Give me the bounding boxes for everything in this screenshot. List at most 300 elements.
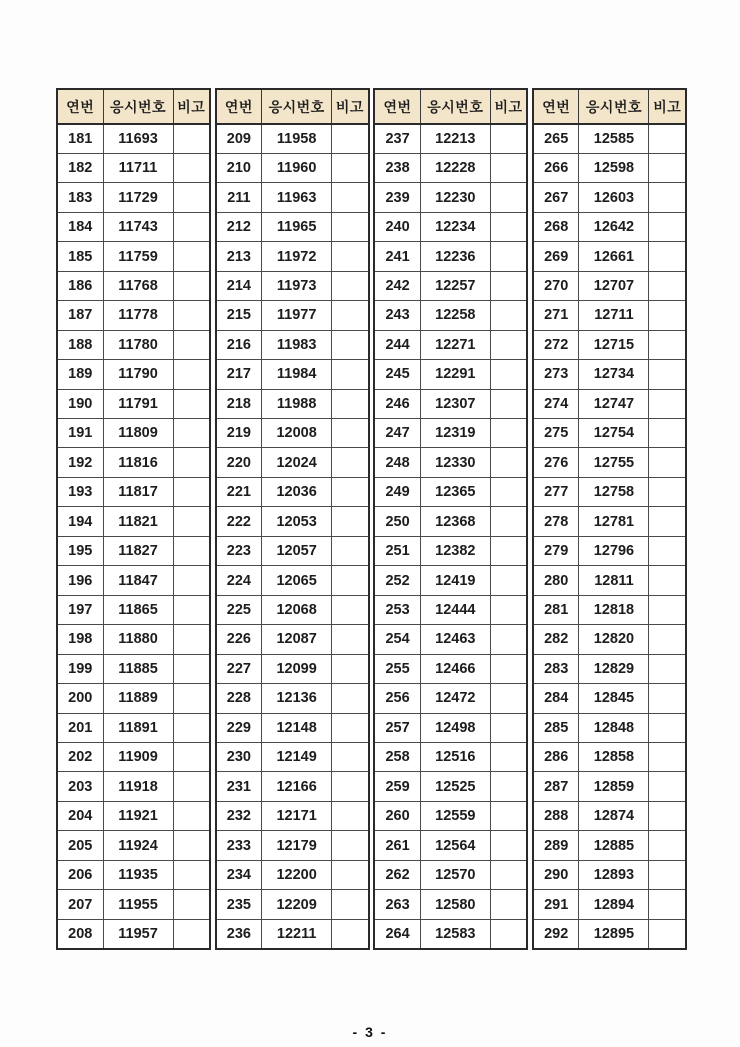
serial-cell: 245 — [374, 360, 420, 389]
serial-cell: 221 — [216, 477, 262, 506]
remark-cell — [490, 360, 527, 389]
table-row — [374, 330, 527, 359]
serial-cell: 218 — [216, 389, 262, 418]
exam-number-cell: 12707 — [579, 271, 649, 300]
serial-cell: 281 — [533, 595, 579, 624]
col-header-remark: 비고 — [649, 89, 686, 124]
table-row — [374, 389, 527, 418]
table-row — [374, 772, 527, 801]
exam-number-cell: 11821 — [103, 507, 173, 536]
exam-number-cell: 12874 — [579, 801, 649, 830]
serial-cell: 228 — [216, 684, 262, 713]
table-row — [57, 360, 210, 389]
remark-cell — [332, 153, 369, 182]
table-row — [57, 330, 210, 359]
table-row — [374, 419, 527, 448]
table-row — [533, 625, 686, 654]
exam-number-cell: 12570 — [420, 860, 490, 889]
serial-cell: 232 — [216, 801, 262, 830]
exam-number-cell: 12715 — [579, 330, 649, 359]
serial-cell: 188 — [57, 330, 103, 359]
exam-number-cell: 12166 — [262, 772, 332, 801]
exam-number-cell: 12859 — [579, 772, 649, 801]
remark-cell — [649, 360, 686, 389]
table-row — [216, 212, 369, 241]
exam-number-cell: 12895 — [579, 919, 649, 948]
table-row — [216, 595, 369, 624]
remark-cell — [332, 713, 369, 742]
exam-number-tables — [56, 88, 687, 950]
remark-cell — [649, 419, 686, 448]
remark-cell — [490, 743, 527, 772]
table-row — [216, 684, 369, 713]
remark-cell — [649, 919, 686, 948]
table-row — [57, 713, 210, 742]
exam-number-cell: 12858 — [579, 743, 649, 772]
exam-number-cell: 12525 — [420, 772, 490, 801]
exam-number-cell: 12053 — [262, 507, 332, 536]
table-row — [216, 477, 369, 506]
exam-number-cell: 11963 — [262, 183, 332, 212]
exam-number-cell: 12885 — [579, 831, 649, 860]
serial-cell: 278 — [533, 507, 579, 536]
remark-cell — [649, 890, 686, 919]
remark-cell — [649, 713, 686, 742]
exam-number-cell: 11865 — [103, 595, 173, 624]
serial-cell: 254 — [374, 625, 420, 654]
table-row — [374, 654, 527, 683]
remark-cell — [332, 536, 369, 565]
table-row — [374, 831, 527, 860]
table-row — [533, 330, 686, 359]
serial-cell: 261 — [374, 831, 420, 860]
exam-number-cell: 12845 — [579, 684, 649, 713]
remark-cell — [649, 536, 686, 565]
serial-cell: 286 — [533, 743, 579, 772]
remark-cell — [490, 242, 527, 271]
table-row — [216, 448, 369, 477]
exam-number-cell: 11988 — [262, 389, 332, 418]
serial-cell: 266 — [533, 153, 579, 182]
serial-cell: 226 — [216, 625, 262, 654]
table-row — [216, 330, 369, 359]
table-row — [533, 743, 686, 772]
remark-cell — [490, 860, 527, 889]
remark-cell — [173, 360, 210, 389]
col-header-serial: 연번 — [216, 89, 262, 124]
serial-cell: 285 — [533, 713, 579, 742]
serial-cell: 184 — [57, 212, 103, 241]
remark-cell — [332, 301, 369, 330]
serial-cell: 272 — [533, 330, 579, 359]
exam-number-cell: 11817 — [103, 477, 173, 506]
exam-number-cell: 12894 — [579, 890, 649, 919]
exam-number-cell: 12781 — [579, 507, 649, 536]
exam-number-cell: 11984 — [262, 360, 332, 389]
serial-cell: 204 — [57, 801, 103, 830]
remark-cell — [490, 448, 527, 477]
serial-cell: 237 — [374, 124, 420, 153]
table-row — [57, 860, 210, 889]
remark-cell — [173, 212, 210, 241]
table-row — [533, 713, 686, 742]
exam-number-cell: 12811 — [579, 566, 649, 595]
remark-cell — [490, 801, 527, 830]
serial-cell: 211 — [216, 183, 262, 212]
serial-cell: 275 — [533, 419, 579, 448]
exam-number-cell: 12711 — [579, 301, 649, 330]
exam-number-cell: 12257 — [420, 271, 490, 300]
exam-number-cell: 11880 — [103, 625, 173, 654]
table-row — [216, 419, 369, 448]
serial-cell: 284 — [533, 684, 579, 713]
table-row — [533, 684, 686, 713]
serial-cell: 223 — [216, 536, 262, 565]
header-row — [533, 89, 686, 124]
serial-cell: 185 — [57, 242, 103, 271]
remark-cell — [332, 242, 369, 271]
remark-cell — [173, 124, 210, 153]
table-row — [216, 389, 369, 418]
exam-number-cell: 12230 — [420, 183, 490, 212]
table-row — [216, 860, 369, 889]
serial-cell: 194 — [57, 507, 103, 536]
col-header-remark: 비고 — [173, 89, 210, 124]
serial-cell: 279 — [533, 536, 579, 565]
remark-cell — [490, 684, 527, 713]
table-row — [374, 124, 527, 153]
table-row — [57, 507, 210, 536]
remark-cell — [649, 124, 686, 153]
remark-cell — [649, 301, 686, 330]
exam-number-cell: 12516 — [420, 743, 490, 772]
exam-number-cell: 12734 — [579, 360, 649, 389]
serial-cell: 201 — [57, 713, 103, 742]
serial-cell: 291 — [533, 890, 579, 919]
table-row — [216, 831, 369, 860]
remark-cell — [173, 890, 210, 919]
serial-cell: 262 — [374, 860, 420, 889]
exam-number-cell: 12580 — [420, 890, 490, 919]
remark-cell — [649, 566, 686, 595]
remark-cell — [173, 801, 210, 830]
table-row — [57, 301, 210, 330]
table-row — [57, 477, 210, 506]
table-row — [216, 890, 369, 919]
serial-cell: 283 — [533, 654, 579, 683]
remark-cell — [490, 831, 527, 860]
remark-cell — [332, 625, 369, 654]
exam-number-cell: 11780 — [103, 330, 173, 359]
exam-table-group-2 — [215, 88, 370, 950]
table-row — [216, 507, 369, 536]
table-row — [57, 801, 210, 830]
remark-cell — [490, 890, 527, 919]
table-row — [374, 713, 527, 742]
remark-cell — [173, 654, 210, 683]
table-row — [374, 242, 527, 271]
remark-cell — [332, 801, 369, 830]
serial-cell: 258 — [374, 743, 420, 772]
remark-cell — [332, 477, 369, 506]
table-row — [533, 212, 686, 241]
exam-number-cell: 12209 — [262, 890, 332, 919]
table-row — [533, 536, 686, 565]
table-row — [216, 153, 369, 182]
table-row — [374, 625, 527, 654]
serial-cell: 187 — [57, 301, 103, 330]
exam-number-cell: 12236 — [420, 242, 490, 271]
serial-cell: 213 — [216, 242, 262, 271]
exam-number-cell: 12893 — [579, 860, 649, 889]
serial-cell: 190 — [57, 389, 103, 418]
exam-number-cell: 11768 — [103, 271, 173, 300]
serial-cell: 197 — [57, 595, 103, 624]
exam-number-cell: 12466 — [420, 654, 490, 683]
serial-cell: 288 — [533, 801, 579, 830]
exam-number-cell: 11847 — [103, 566, 173, 595]
serial-cell: 263 — [374, 890, 420, 919]
exam-number-cell: 12642 — [579, 212, 649, 241]
serial-cell: 250 — [374, 507, 420, 536]
remark-cell — [649, 330, 686, 359]
exam-number-cell: 11977 — [262, 301, 332, 330]
table-row — [533, 595, 686, 624]
table-row — [533, 860, 686, 889]
col-header-serial: 연번 — [374, 89, 420, 124]
remark-cell — [173, 330, 210, 359]
serial-cell: 251 — [374, 536, 420, 565]
serial-cell: 224 — [216, 566, 262, 595]
serial-cell: 253 — [374, 595, 420, 624]
remark-cell — [490, 654, 527, 683]
col-header-exam-number: 응시번호 — [262, 89, 332, 124]
table-row — [533, 566, 686, 595]
table-row — [57, 919, 210, 948]
remark-cell — [649, 242, 686, 271]
exam-number-cell: 12472 — [420, 684, 490, 713]
serial-cell: 219 — [216, 419, 262, 448]
table-row — [533, 419, 686, 448]
serial-cell: 225 — [216, 595, 262, 624]
remark-cell — [173, 625, 210, 654]
table-row — [374, 743, 527, 772]
exam-number-cell: 11889 — [103, 684, 173, 713]
remark-cell — [490, 271, 527, 300]
serial-cell: 215 — [216, 301, 262, 330]
serial-cell: 200 — [57, 684, 103, 713]
serial-cell: 193 — [57, 477, 103, 506]
table-row — [374, 684, 527, 713]
serial-cell: 207 — [57, 890, 103, 919]
serial-cell: 196 — [57, 566, 103, 595]
exam-number-cell: 12365 — [420, 477, 490, 506]
remark-cell — [649, 625, 686, 654]
serial-cell: 255 — [374, 654, 420, 683]
table-row — [533, 301, 686, 330]
serial-cell: 231 — [216, 772, 262, 801]
table-row — [216, 301, 369, 330]
col-header-exam-number: 응시번호 — [420, 89, 490, 124]
table-row — [216, 654, 369, 683]
table-row — [533, 448, 686, 477]
exam-number-cell: 12758 — [579, 477, 649, 506]
remark-cell — [490, 124, 527, 153]
remark-cell — [332, 448, 369, 477]
exam-number-cell: 12024 — [262, 448, 332, 477]
serial-cell: 257 — [374, 713, 420, 742]
serial-cell: 222 — [216, 507, 262, 536]
table-row — [216, 271, 369, 300]
table-row — [57, 772, 210, 801]
remark-cell — [173, 301, 210, 330]
serial-cell: 220 — [216, 448, 262, 477]
table-row — [57, 212, 210, 241]
table-row — [374, 183, 527, 212]
remark-cell — [490, 507, 527, 536]
remark-cell — [173, 242, 210, 271]
exam-number-cell: 12368 — [420, 507, 490, 536]
exam-number-cell: 11909 — [103, 743, 173, 772]
remark-cell — [490, 595, 527, 624]
exam-number-cell: 11790 — [103, 360, 173, 389]
exam-number-cell: 12136 — [262, 684, 332, 713]
exam-number-cell: 11958 — [262, 124, 332, 153]
table-row — [533, 654, 686, 683]
remark-cell — [173, 153, 210, 182]
remark-cell — [173, 743, 210, 772]
table-row — [533, 831, 686, 860]
header-row — [216, 89, 369, 124]
table-row — [216, 183, 369, 212]
exam-number-cell: 11921 — [103, 801, 173, 830]
exam-number-cell: 12179 — [262, 831, 332, 860]
exam-number-cell: 12754 — [579, 419, 649, 448]
serial-cell: 244 — [374, 330, 420, 359]
header-row — [374, 89, 527, 124]
table-row — [374, 360, 527, 389]
remark-cell — [173, 477, 210, 506]
table-row — [374, 919, 527, 948]
serial-cell: 246 — [374, 389, 420, 418]
serial-cell: 216 — [216, 330, 262, 359]
remark-cell — [173, 566, 210, 595]
serial-cell: 192 — [57, 448, 103, 477]
table-row — [216, 124, 369, 153]
serial-cell: 292 — [533, 919, 579, 948]
serial-cell: 287 — [533, 772, 579, 801]
exam-number-cell: 12211 — [262, 919, 332, 948]
table-row — [57, 890, 210, 919]
table-row — [374, 477, 527, 506]
serial-cell: 227 — [216, 654, 262, 683]
serial-cell: 183 — [57, 183, 103, 212]
remark-cell — [173, 713, 210, 742]
table-row — [533, 507, 686, 536]
serial-cell: 233 — [216, 831, 262, 860]
exam-number-cell: 12559 — [420, 801, 490, 830]
remark-cell — [173, 536, 210, 565]
serial-cell: 252 — [374, 566, 420, 595]
serial-cell: 277 — [533, 477, 579, 506]
table-row — [216, 713, 369, 742]
exam-number-cell: 11935 — [103, 860, 173, 889]
serial-cell: 182 — [57, 153, 103, 182]
table-row — [533, 890, 686, 919]
exam-table-group-1 — [56, 88, 211, 950]
remark-cell — [490, 713, 527, 742]
serial-cell: 195 — [57, 536, 103, 565]
serial-cell: 260 — [374, 801, 420, 830]
exam-number-cell: 11693 — [103, 124, 173, 153]
exam-number-cell: 12598 — [579, 153, 649, 182]
remark-cell — [649, 183, 686, 212]
remark-cell — [173, 183, 210, 212]
serial-cell: 230 — [216, 743, 262, 772]
remark-cell — [649, 389, 686, 418]
exam-number-cell: 12820 — [579, 625, 649, 654]
serial-cell: 268 — [533, 212, 579, 241]
remark-cell — [332, 919, 369, 948]
exam-number-cell: 11918 — [103, 772, 173, 801]
exam-number-cell: 11729 — [103, 183, 173, 212]
remark-cell — [173, 684, 210, 713]
table-row — [57, 743, 210, 772]
remark-cell — [173, 507, 210, 536]
table-row — [57, 831, 210, 860]
serial-cell: 203 — [57, 772, 103, 801]
exam-number-cell: 12065 — [262, 566, 332, 595]
exam-number-cell: 12796 — [579, 536, 649, 565]
exam-number-cell: 12564 — [420, 831, 490, 860]
table-row — [533, 271, 686, 300]
exam-number-cell: 12307 — [420, 389, 490, 418]
exam-number-cell: 12444 — [420, 595, 490, 624]
serial-cell: 270 — [533, 271, 579, 300]
serial-cell: 186 — [57, 271, 103, 300]
remark-cell — [332, 654, 369, 683]
remark-cell — [649, 507, 686, 536]
table-row — [374, 153, 527, 182]
table-row — [374, 860, 527, 889]
remark-cell — [173, 271, 210, 300]
remark-cell — [490, 212, 527, 241]
remark-cell — [649, 271, 686, 300]
remark-cell — [490, 566, 527, 595]
exam-number-cell: 12498 — [420, 713, 490, 742]
page-number: - 3 - — [352, 1024, 388, 1040]
exam-number-cell: 11957 — [103, 919, 173, 948]
remark-cell — [490, 419, 527, 448]
table-row — [374, 448, 527, 477]
serial-cell: 189 — [57, 360, 103, 389]
remark-cell — [173, 860, 210, 889]
serial-cell: 202 — [57, 743, 103, 772]
table-row — [57, 566, 210, 595]
serial-cell: 205 — [57, 831, 103, 860]
exam-number-cell: 11973 — [262, 271, 332, 300]
remark-cell — [332, 860, 369, 889]
serial-cell: 271 — [533, 301, 579, 330]
remark-cell — [649, 212, 686, 241]
remark-cell — [490, 301, 527, 330]
serial-cell: 236 — [216, 919, 262, 948]
exam-number-cell: 11809 — [103, 419, 173, 448]
table-row — [374, 212, 527, 241]
exam-number-cell: 11972 — [262, 242, 332, 271]
remark-cell — [649, 743, 686, 772]
remark-cell — [490, 183, 527, 212]
